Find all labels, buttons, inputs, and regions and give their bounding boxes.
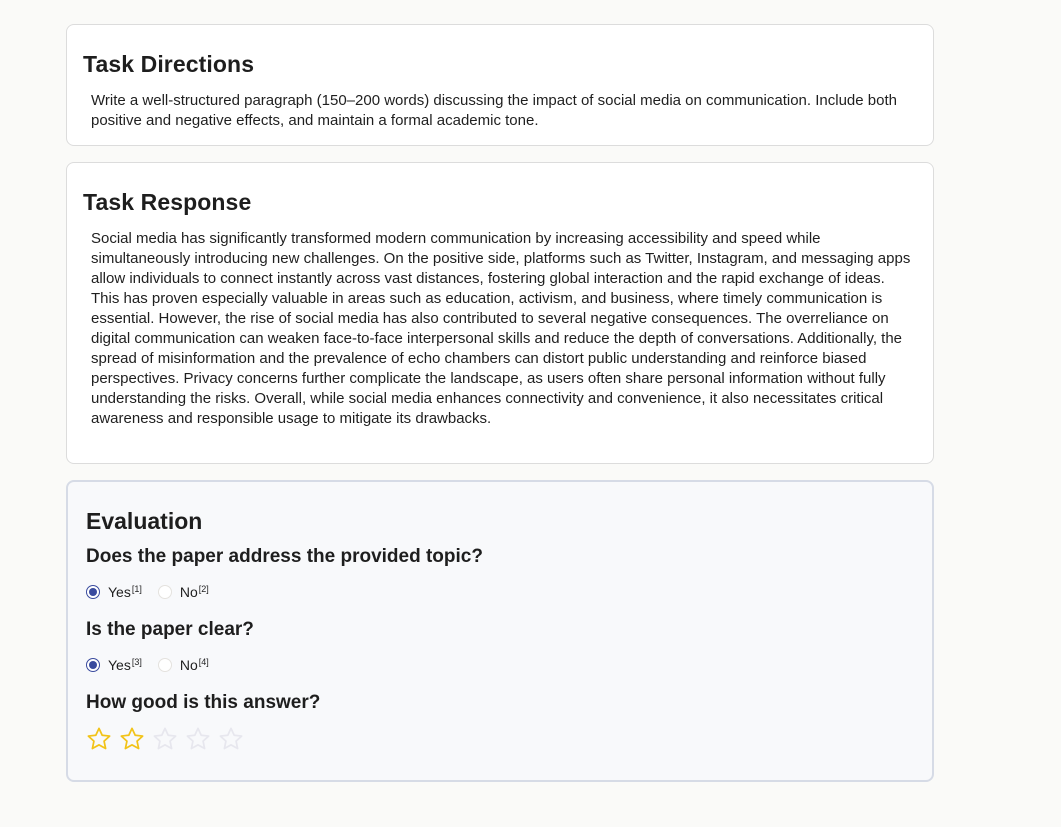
radio-option-clarity-yes[interactable]: [86, 657, 142, 673]
question-topic: Does the paper address the provided topic?: [86, 546, 483, 567]
star-icon[interactable]: [152, 726, 178, 752]
star-icon[interactable]: [185, 726, 211, 752]
star-icon[interactable]: [86, 726, 112, 752]
radio-group-topic: [86, 582, 914, 602]
star-icon[interactable]: [119, 726, 145, 752]
radio-label-text: Yes: [108, 584, 131, 600]
footnote-ref: [3]: [131, 657, 142, 667]
radio-option-topic-no[interactable]: [158, 584, 209, 600]
task-response-text: Social media has significantly transformed modern communication by increasing accessibility and speed while simultaneously introducing new challenges. On the positive side, platforms such as Twitter, Instagram, and messaging apps allow individuals to connect instantly across vast distances, fostering global interaction and the rapid exchange of ideas. This has proven especially valuable in areas such as education, activism, and business, where timely communication is essential. However, the rise of social media has also contributed to several negative consequences. The overreliance on digital communication can weaken face-to-face interpersonal skills and reduce the depth of conversations. Additionally, the spread of misinformation and the prevalence of echo chambers can distort public understanding and reinforce biased perspectives. Privacy concerns further complicate the landscape, as users often share personal information without fully understanding the risks. Overall, while social media enhances connectivity and convenience, it also necessitates critical awareness and responsible usage to mitigate its drawbacks.: [91, 230, 911, 427]
star-rating: [86, 726, 914, 752]
task-directions-title: Task Directions: [83, 51, 255, 77]
radio-option-topic-yes[interactable]: [86, 584, 142, 600]
question-clarity: Is the paper clear?: [86, 619, 254, 640]
question-rating: How good is this answer?: [86, 692, 321, 713]
evaluation-title: Evaluation: [86, 508, 203, 534]
radio-button[interactable]: [86, 658, 100, 672]
page-container: [66, 24, 934, 782]
radio-label: [180, 657, 209, 673]
evaluation-panel: [66, 480, 934, 782]
star-icon[interactable]: [218, 726, 244, 752]
task-response-card: [66, 162, 934, 464]
radio-label: [108, 584, 142, 600]
task-response-title: Task Response: [83, 189, 252, 215]
radio-label-text: Yes: [108, 657, 131, 673]
task-directions-card: [66, 24, 934, 146]
footnote-ref: [2]: [198, 584, 209, 594]
task-directions-text: Write a well-structured paragraph (150–200 words) discussing the impact of social media on communication. Include both positive and negative effects, and maintain a formal academic tone.: [91, 92, 897, 129]
footnote-ref: [1]: [131, 584, 142, 594]
radio-group-clarity: [86, 655, 914, 675]
radio-option-clarity-no[interactable]: [158, 657, 209, 673]
radio-label-text: No: [179, 584, 198, 600]
radio-button[interactable]: [158, 585, 172, 599]
radio-label-text: No: [179, 657, 198, 673]
footnote-ref: [4]: [198, 657, 209, 667]
radio-button[interactable]: [158, 658, 172, 672]
radio-button[interactable]: [86, 585, 100, 599]
radio-label: [108, 657, 142, 673]
radio-label: [180, 584, 209, 600]
